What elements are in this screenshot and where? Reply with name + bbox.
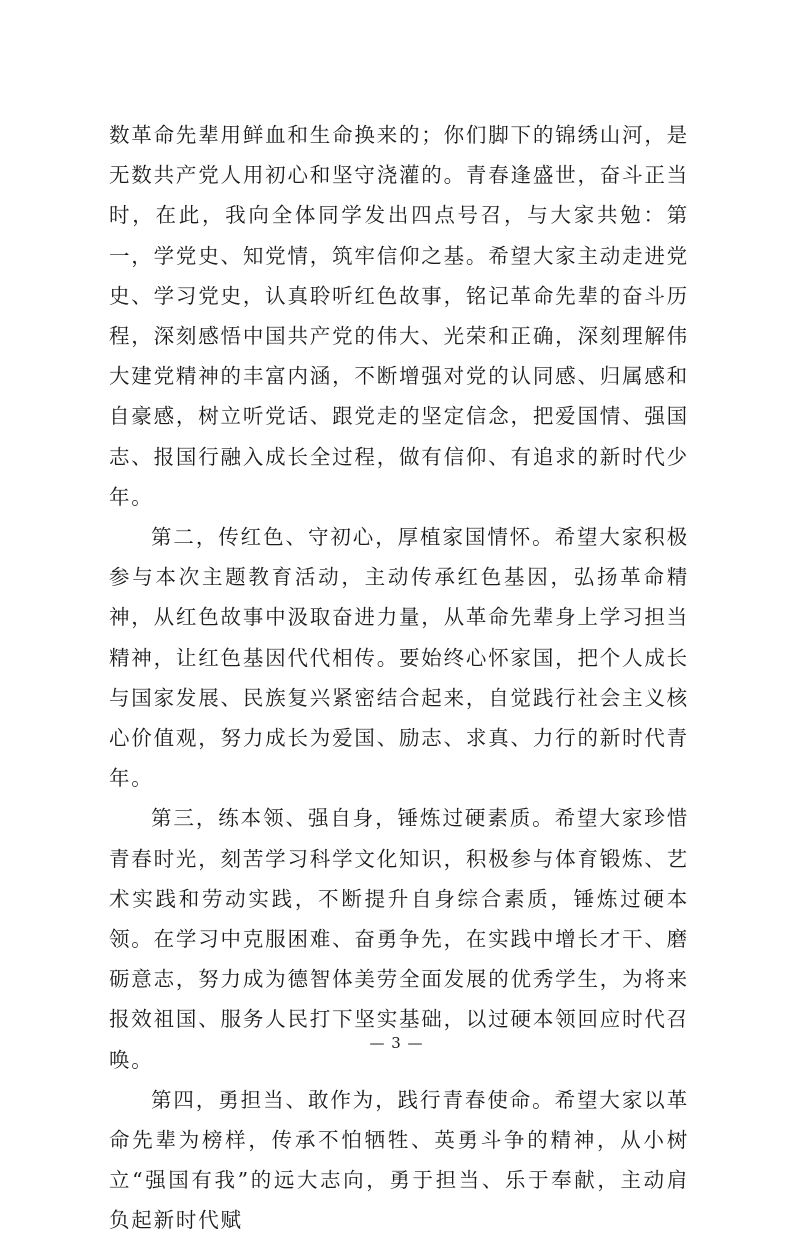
- paragraph-third-point: 第三，练本领、强自身，锤炼过硬素质。希望大家珍惜青春时光，刻苦学习科学文化知识，积极参与体育锻炼、艺术实践和劳动实践，不断提升自身综合素质，锤炼过硬本领。在学习中克服困难、奋勇争先，在实践中增长才干、磨砺意志，努力成为德智体美劳全面发展的优秀学生，为将来报效祖国、服务人民打下坚实基础，以过硬本领回应时代召唤。: [109, 806, 689, 1072]
- paragraph-intro-call: 数革命先辈用鲜血和生命换来的；你们脚下的锦绣山河，是无数共产党人用初心和坚守浇灌的。青春逢盛世，奋斗正当时，在此，我向全体同学发出四点号召，与大家共勉：第一，学党史、知党情，筑牢信仰之基。希望大家主动走进党史、学习党史，认真聆听红色故事，铭记革命先辈的奋斗历程，深刻感悟中国共产党的伟大、光荣和正确，深刻理解伟大建党精神的丰富内涵，不断增强对党的认同感、归属感和自豪感，树立听党话、跟党走的坚定信念，把爱国情、强国志、报国行融入成长全过程，做有信仰、有追求的新时代少年。: [109, 123, 689, 509]
- paragraph-fourth-point: 第四，勇担当、敢作为，践行青春使命。希望大家以革命先辈为榜样，传承不怕牺牲、英勇斗争的精神，从小树立“强国有我”的远大志向，勇于担当、乐于奉献，主动肩负起新时代赋: [109, 1087, 689, 1233]
- document-body: [109, 115, 689, 1241]
- page-number: — 3 —: [369, 1034, 424, 1052]
- paragraph-second-point: 第二，传红色、守初心，厚植家国情怀。希望大家积极参与本次主题教育活动，主动传承红色基因，弘扬革命精神，从红色故事中汲取奋进力量，从革命先辈身上学习担当精神，让红色基因代代相传。要始终心怀家国，把个人成长与国家发展、民族复兴紧密结合起来，自觉践行社会主义核心价值观，努力成长为爱国、励志、求真、力行的新时代青年。: [109, 525, 689, 791]
